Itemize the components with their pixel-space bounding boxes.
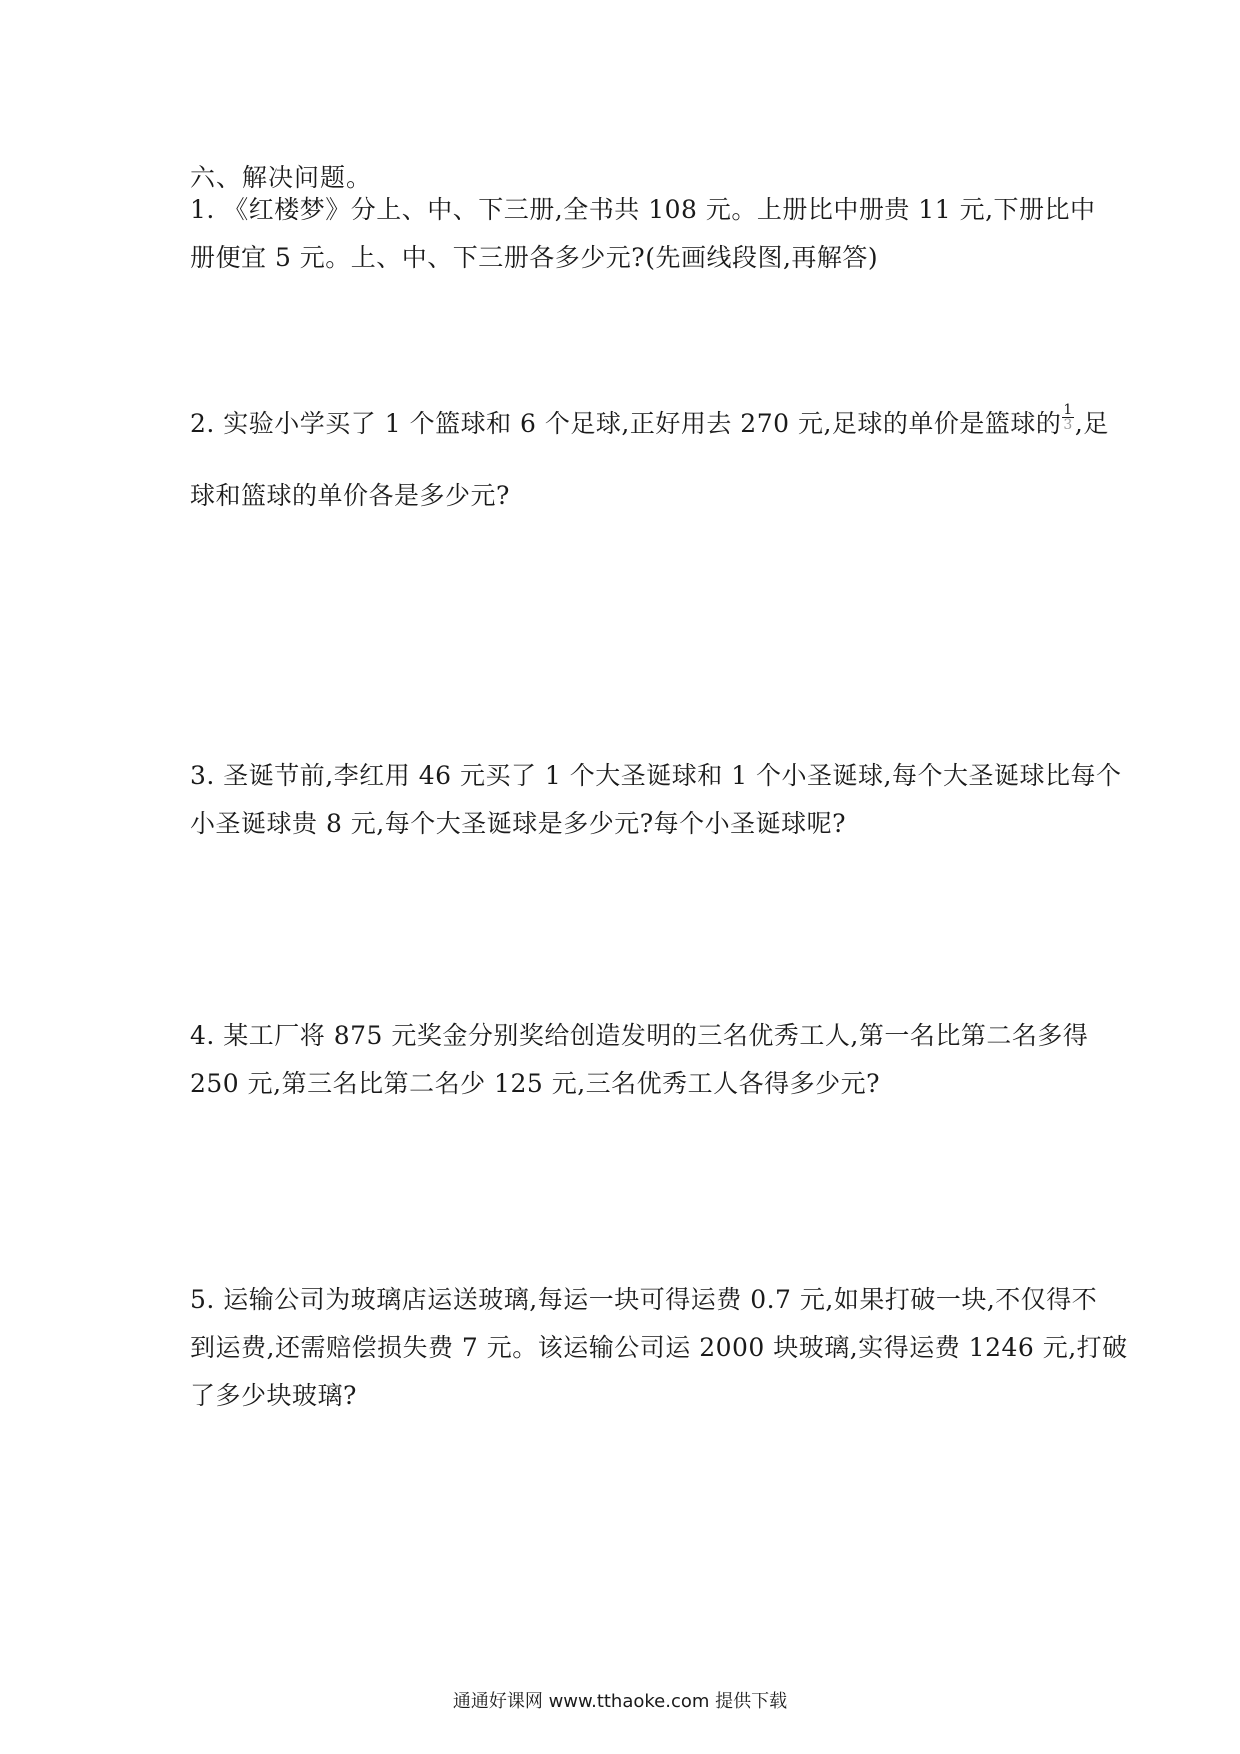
section-heading: 六、解决问题。	[190, 163, 373, 192]
problem-1	[190, 186, 1096, 282]
problem-3-line-2: 小圣诞球贵 8 元,每个大圣诞球是多少元?每个小圣诞球呢?	[190, 809, 847, 838]
problem-3	[190, 752, 1122, 848]
problem-2-line-2: 球和篮球的单价各是多少元?	[190, 481, 510, 510]
problem-4	[190, 1012, 1089, 1108]
fraction-numerator: 1	[1063, 402, 1073, 418]
problem-2-text-after-fraction: ,足	[1074, 409, 1109, 438]
problem-5-line-3: 了多少块玻璃?	[190, 1381, 357, 1410]
problem-1-line-2: 册便宜 5 元。上、中、下三册各多少元?(先画线段图,再解答)	[190, 243, 879, 272]
problem-4-line-2: 250 元,第三名比第二名少 125 元,三名优秀工人各得多少元?	[190, 1069, 881, 1098]
footer-credit: 通通好课网 www.tthaoke.com 提供下载	[452, 1691, 788, 1712]
problem-2-text-before-fraction: 2. 实验小学买了 1 个篮球和 6 个足球,正好用去 270 元,足球的单价是篮球的	[190, 409, 1062, 438]
problem-1-line-1: 1. 《红楼梦》分上、中、下三册,全书共 108 元。上册比中册贵 11 元,下册比中	[190, 195, 1096, 224]
problem-3-line-1: 3. 圣诞节前,李红用 46 元买了 1 个大圣诞球和 1 个小圣诞球,每个大圣诞球比每个	[190, 761, 1122, 790]
problem-5	[190, 1276, 1128, 1420]
problem-5-line-2: 到运费,还需赔偿损失费 7 元。该运输公司运 2000 块玻璃,实得运费 1246 元,打破	[190, 1333, 1128, 1362]
problem-2	[190, 388, 1109, 532]
fraction	[1062, 403, 1073, 432]
problem-4-line-1: 4. 某工厂将 875 元奖金分别奖给创造发明的三名优秀工人,第一名比第二名多得	[190, 1021, 1089, 1050]
fraction-denominator: 3	[1063, 417, 1073, 433]
problem-2-line-1	[190, 388, 1109, 460]
problem-5-line-1: 5. 运输公司为玻璃店运送玻璃,每运一块可得运费 0.7 元,如果打破一块,不仅得不	[190, 1285, 1098, 1314]
